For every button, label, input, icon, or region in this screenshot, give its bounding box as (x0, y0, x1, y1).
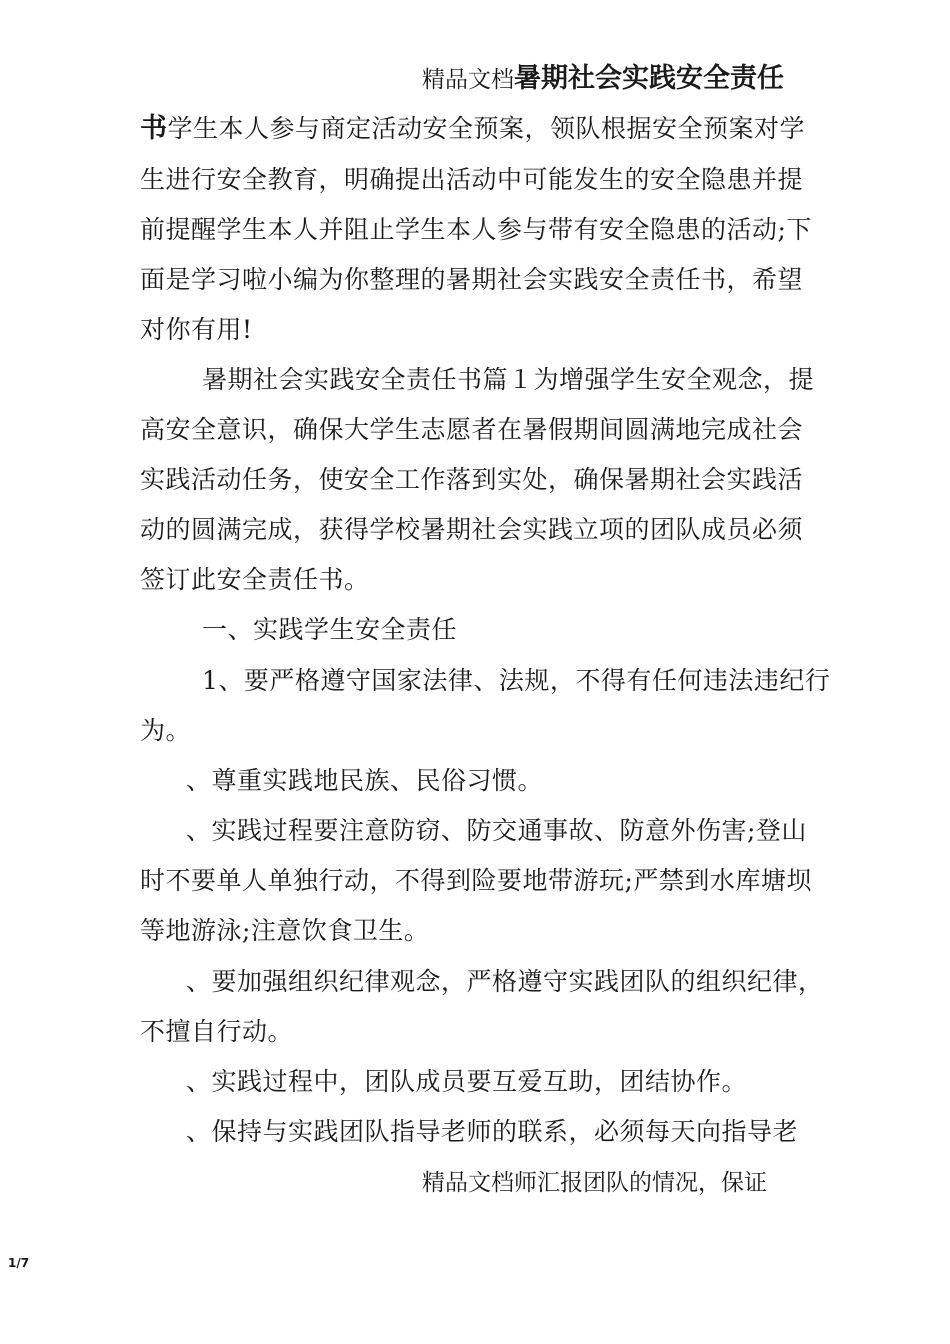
body-line-4: 面是学习啦小编为你整理的暑期社会实践安全责任书，希望 (140, 265, 804, 294)
body-line-2: 生进行安全教育，明确提出活动中可能发生的安全隐患并提 (140, 165, 804, 194)
page-number: 1/7 (8, 1256, 30, 1270)
body-line-20: 、实践过程中，团队成员要互爱互助，团结协作。 (186, 1067, 748, 1096)
document-title-continuation: 书 (140, 113, 168, 144)
body-line-6: 暑期社会实践安全责任书篇１为增强学生安全观念，提 (202, 365, 815, 394)
body-line-1 (140, 114, 805, 144)
body-line-8: 实践活动任务，使安全工作落到实处，确保暑期社会实践活 (140, 465, 804, 494)
body-line-17: 等地游泳;注意饮食卫生。 (140, 916, 430, 945)
body-line-5: 对你有用! (140, 315, 253, 344)
body-line-21: 、保持与实践团队指导老师的联系，必须每天向指导老 (186, 1117, 799, 1146)
body-line-16: 时不要单人单独行动，不得到险要地带游玩;严禁到水库塘坝 (140, 866, 812, 895)
body-line-10: 签订此安全责任书。 (140, 565, 370, 594)
body-line-18: 、要加强组织纪律观念，严格遵守实践团队的组织纪律， (186, 967, 824, 996)
body-line-13: 为。 (140, 716, 192, 745)
body-line-19: 不擅自行动。 (140, 1017, 294, 1046)
body-line-9: 动的圆满完成，获得学校暑期社会实践立项的团队成员必须 (140, 515, 804, 544)
footer-continuation-text: 师汇报团队的情况，保证 (514, 1170, 767, 1196)
document-title: 暑期社会实践安全责任 (514, 63, 784, 94)
section-heading: 一、实践学生安全责任 (202, 615, 458, 644)
body-line-15: 、实践过程要注意防窃、防交通事故、防意外伤害;登山 (186, 816, 807, 845)
body-line-12: 1、要严格遵守国家法律、法规，不得有任何违法违纪行 (202, 666, 831, 695)
body-line-14: 、尊重实践地民族、民俗习惯。 (186, 766, 544, 795)
page-header (422, 62, 784, 99)
body-line-3: 前提醒学生本人并阻止学生本人参与带有安全隐患的活动;下 (140, 215, 812, 244)
header-watermark-text: 精品文档 (422, 67, 514, 93)
page-footer (422, 1168, 767, 1198)
paragraph-text: 学生本人参与商定活动安全预案，领队根据安全预案对学 (167, 114, 806, 143)
body-line-7: 高安全意识，确保大学生志愿者在暑假期间圆满地完成社会 (140, 415, 804, 444)
footer-watermark-text: 精品文档 (422, 1170, 514, 1196)
